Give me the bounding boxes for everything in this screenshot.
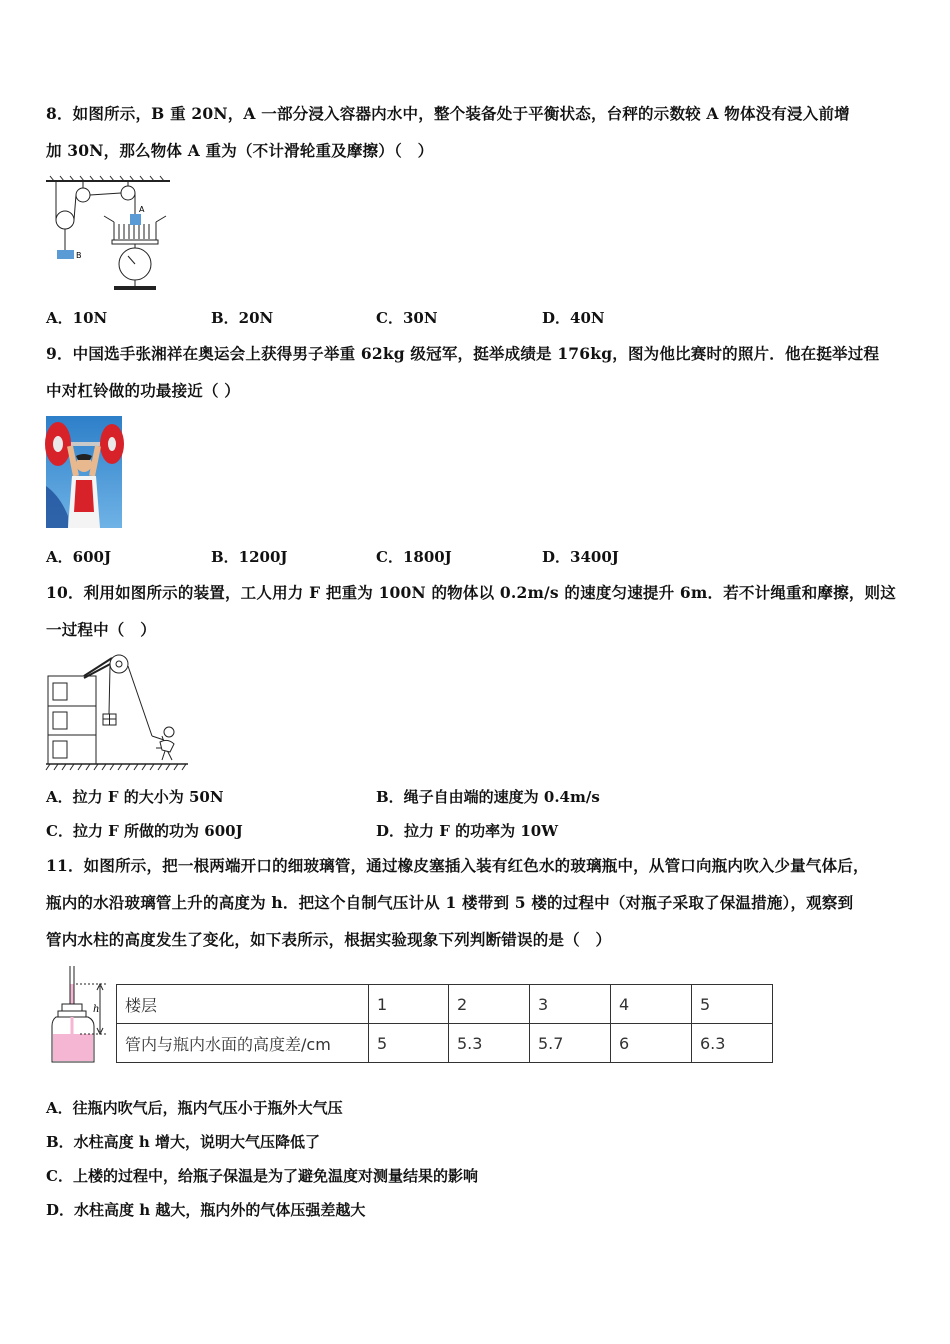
q10-stem-line1: 10．利用如图所示的装置，工人用力 F 把重为 100N 的物体以 0.2m/s 的速度匀速提升 6m．若不计绳重和摩擦，则这 xyxy=(46,583,896,602)
q11-option-c[interactable]: C．上楼的过程中，给瓶子保温是为了避免温度对测量结果的影响 xyxy=(46,1167,478,1185)
table-cell: 6.3 xyxy=(692,1024,773,1063)
q10-stem-line2: 一过程中（ ） xyxy=(46,620,156,639)
q11-data-table xyxy=(116,984,773,1063)
table-cell: 5 xyxy=(369,1024,449,1063)
q8-option-a[interactable]: A．10N xyxy=(46,309,108,327)
q11-option-b[interactable]: B．水柱高度 h 增大，说明大气压降低了 xyxy=(46,1133,321,1151)
table-header-cell: 管内与瓶内水面的高度差/cm xyxy=(117,1024,369,1063)
q8-stem-line2: 加 30N，那么物体 A 重为（不计滑轮重及摩擦）（ ） xyxy=(46,141,434,160)
q9-option-d[interactable]: D．3400J xyxy=(542,548,619,566)
q11-option-a[interactable]: A．往瓶内吹气后，瓶内气压小于瓶外大气压 xyxy=(46,1099,343,1117)
q8-option-c[interactable]: C．30N xyxy=(376,309,438,327)
q8-option-d[interactable]: D．40N xyxy=(542,309,605,327)
table-row xyxy=(117,1024,773,1063)
q9-stem-line1: 9．中国选手张湘祥在奥运会上获得男子举重 62kg 级冠军，挺举成绩是 176kg，图为他比赛时的照片．他在挺举过程 xyxy=(46,344,880,363)
table-header-cell: 楼层 xyxy=(117,985,369,1024)
table-cell: 2 xyxy=(449,985,530,1024)
q8-pulley-scale-figure xyxy=(44,176,174,292)
label-h: h xyxy=(93,1004,100,1015)
table-cell: 5.7 xyxy=(530,1024,611,1063)
table-cell: 1 xyxy=(369,985,449,1024)
q9-stem-line2: 中对杠铃做的功最接近（ ） xyxy=(46,381,240,400)
label-b: B xyxy=(76,251,82,260)
q8-stem-line1: 8．如图所示，B 重 20N，A 一部分浸入容器内水中，整个装备处于平衡状态，台秤的示数较 A 物体没有浸入前增 xyxy=(46,104,850,123)
table-cell: 5 xyxy=(692,985,773,1024)
q10-option-c[interactable]: C．拉力 F 所做的功为 600J xyxy=(46,822,243,840)
label-a: A xyxy=(139,205,145,214)
q11-option-d[interactable]: D．水柱高度 h 越大，瓶内外的气体压强差越大 xyxy=(46,1201,366,1219)
table-cell: 6 xyxy=(611,1024,692,1063)
q11-stem-line3: 管内水柱的高度发生了变化，如下表所示，根据实验现象下列判断错误的是（ ） xyxy=(46,930,612,949)
q10-option-b[interactable]: B．绳子自由端的速度为 0.4m/s xyxy=(376,788,600,806)
q9-option-a[interactable]: A．600J xyxy=(46,548,112,566)
q11-barometer-bottle-figure xyxy=(50,964,110,1068)
table-cell: 3 xyxy=(530,985,611,1024)
q8-option-b[interactable]: B．20N xyxy=(211,309,274,327)
q11-stem-line2: 瓶内的水沿玻璃管上升的高度为 h．把这个自制气压计从 1 楼带到 5 楼的过程中（对瓶子采取了保温措施），观察到 xyxy=(46,893,854,912)
q10-option-a[interactable]: A．拉力 F 的大小为 50N xyxy=(46,788,224,806)
weightlifter-photo xyxy=(46,416,122,528)
q9-option-c[interactable]: C．1800J xyxy=(376,548,452,566)
q9-option-b[interactable]: B．1200J xyxy=(211,548,288,566)
table-row xyxy=(117,985,773,1024)
table-cell: 4 xyxy=(611,985,692,1024)
table-cell: 5.3 xyxy=(449,1024,530,1063)
q10-option-d[interactable]: D．拉力 F 的功率为 10W xyxy=(376,822,559,840)
q11-stem-line1: 11．如图所示，把一根两端开口的细玻璃管，通过橡皮塞插入装有红色水的玻璃瓶中，从管口向瓶内吹入少量气体后， xyxy=(46,856,869,875)
q10-building-pulley-figure xyxy=(44,652,194,772)
